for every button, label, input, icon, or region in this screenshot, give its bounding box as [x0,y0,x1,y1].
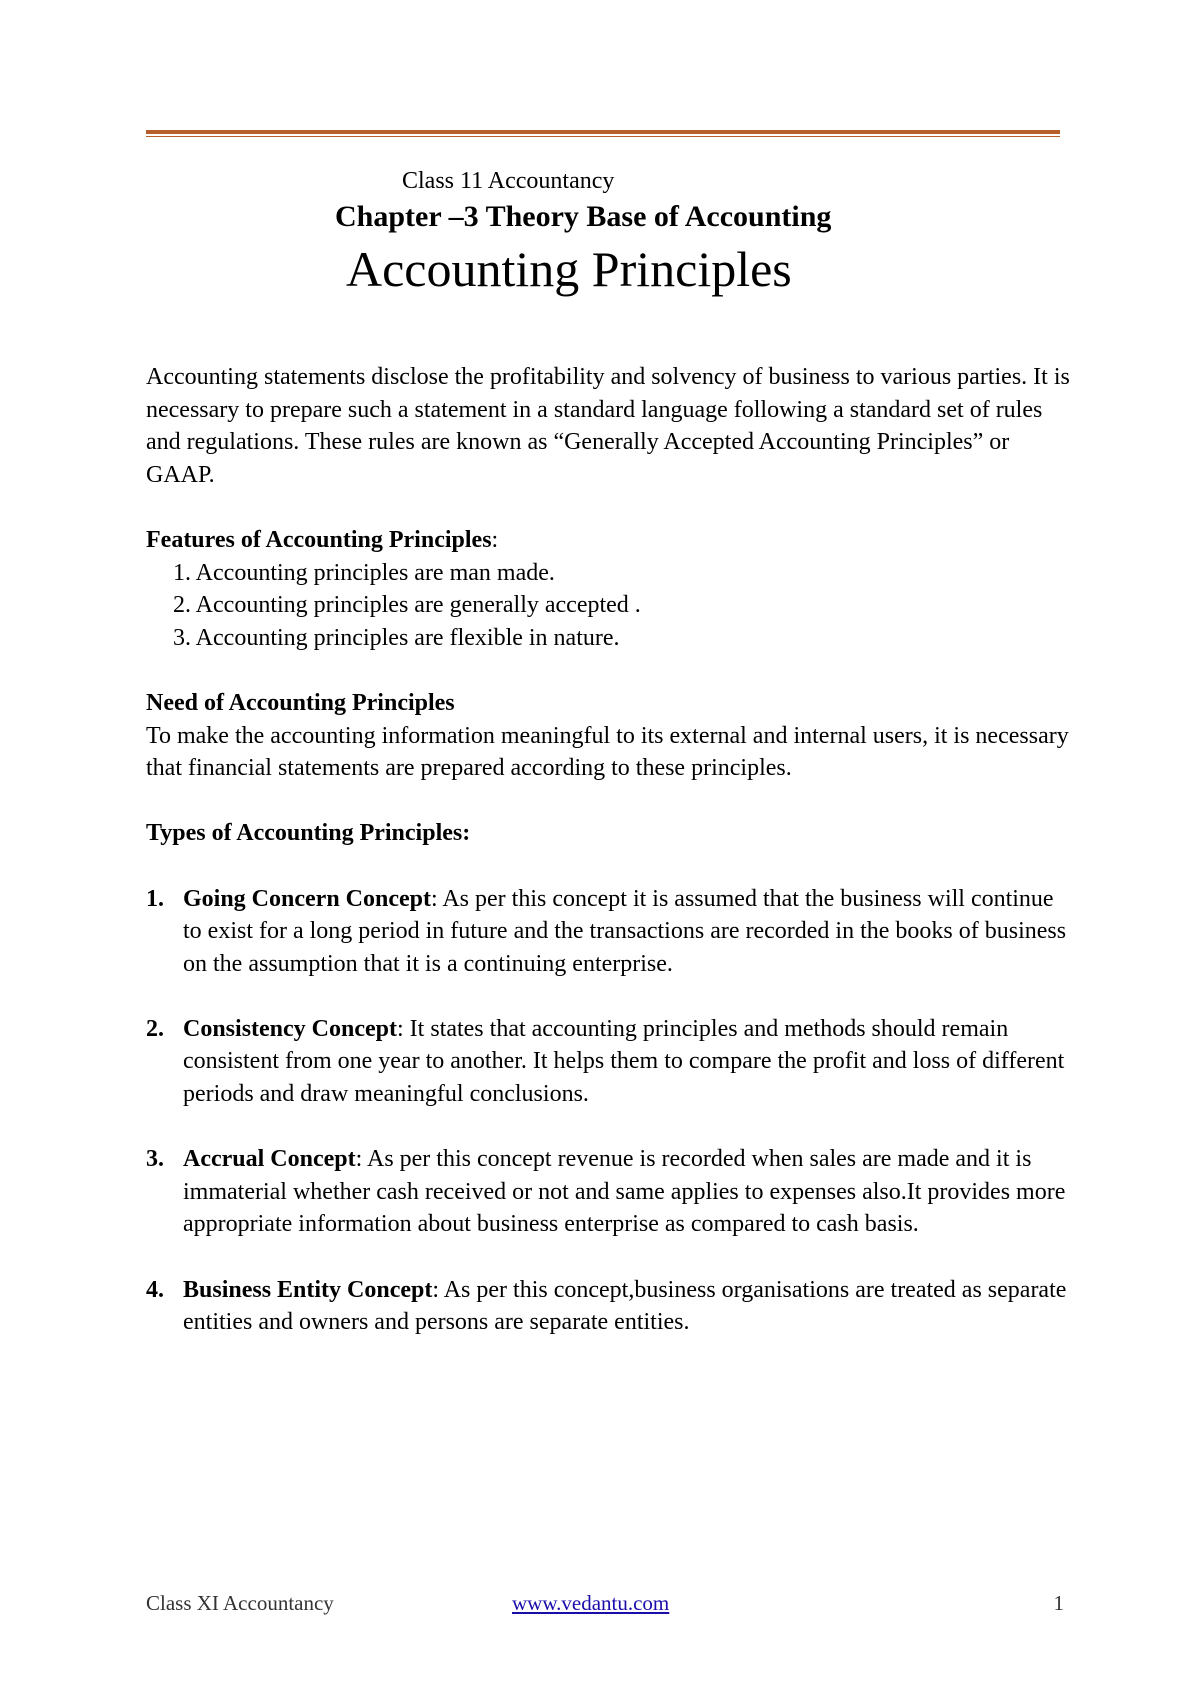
concept-text: : As per this concept revenue is recorded when sales are made and it is immaterial whether cash received or not and same applies to expenses also.It provides more appropriate information about business enterprise as compared to cash basis. [183,1146,1066,1238]
page-title: Accounting Principles [346,241,792,297]
chapter-title: Chapter –3 Theory Base of Accounting [335,200,832,233]
concept-number: 3. [146,1146,164,1173]
page-footer [146,1590,1064,1620]
features-list [146,557,1076,655]
features-heading-text: Features of Accounting Principles [146,526,492,553]
document-body [146,361,1076,1371]
concept-number: 4. [146,1276,164,1303]
concept-text: : It states that accounting principles and methods should remain consistent from one year to another. It helps them to compare the profit and loss of different periods and draw meaningful conclusions. [183,1015,1065,1108]
page-number: 1 [1053,1591,1064,1615]
footer-course-label: Class XI Accountancy [146,1591,334,1615]
concept-text: : As per this concept,business organisations are treated as separate entities and owners and persons are separate entities. [183,1276,1067,1336]
list-item: 2. Accounting principles are generally accepted . [173,592,641,619]
footer-website-link[interactable]: www.vedantu.com [512,1591,670,1615]
concept-title: Accrual Concept [183,1146,356,1173]
header-divider [146,130,1060,137]
concept-item [146,1274,1076,1339]
features-heading [146,524,1076,557]
concept-title: Going Concern Concept [183,885,431,912]
concept-item [146,1143,1076,1241]
class-title: Class 11 Accountancy [402,168,615,194]
types-heading: Types of Accounting Principles: [146,820,471,847]
concept-text: : As per this concept it is assumed that the business will continue to exist for a long period in future and the transactions are recorded in the books of business on the assumption that it is a continuing enterprise. [183,885,1067,977]
types-list [146,883,1076,1339]
list-item: 1. Accounting principles are man made. [173,559,555,586]
concept-item [146,883,1076,981]
concept-number: 2. [146,1015,164,1042]
concept-title: Consistency Concept [183,1015,397,1042]
list-item: 3. Accounting principles are flexible in nature. [173,624,620,651]
intro-paragraph: Accounting statements disclose the profitability and solvency of business to various parties. It is necessary to prepare such a statement in a standard language following a standard set of rules and regulations. These rules are known as “Generally Accepted Accounting Principles” or GAAP. [146,364,1070,488]
concept-item [146,1013,1076,1111]
need-paragraph: To make the accounting information meaningful to its external and internal users, it is necessary that financial statements are prepared according to these principles. [146,722,1069,782]
concept-number: 1. [146,885,164,912]
need-heading: Need of Accounting Principles [146,689,455,716]
concept-title: Business Entity Concept [183,1276,433,1303]
features-heading-colon: : [491,526,499,553]
